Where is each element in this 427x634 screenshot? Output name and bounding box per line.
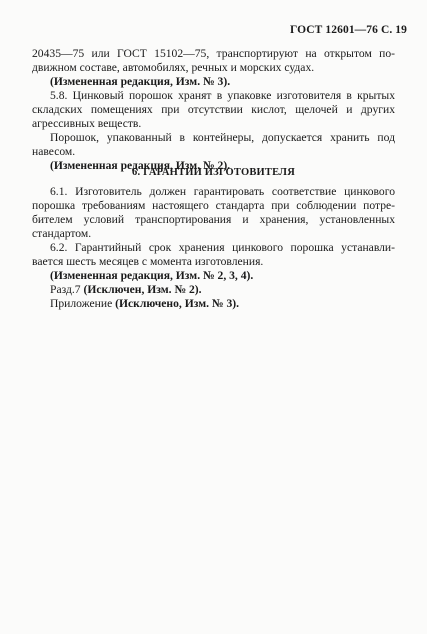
excluded-section-note [50,283,202,296]
paragraph-line: навесом. [32,145,76,158]
amendment-note: (Измененная редакция, Изм. № 2). [50,159,231,172]
paragraph-line: 6.2. Гарантийный срок хранения цинкового порошка устанавли- [50,241,395,254]
paragraph-line: агрессивных веществ. [32,117,142,130]
paragraph-line: Порошок, упакованный в контейнеры, допускается хранить под [50,131,395,144]
excluded-appendix-status: (Исключено, Изм. № 3). [115,297,240,310]
paragraph-line: вается шесть месяцев с момента изготовления. [32,255,264,268]
section-title: 6. ГАРАНТИИ ИЗГОТОВИТЕЛЯ [132,167,295,178]
paragraph-line: движном составе, автомобилях, речных и морских судах. [32,61,315,74]
excluded-appendix-note [50,297,239,310]
running-head: ГОСТ 12601—76 С. 19 [289,24,407,36]
paragraph-line: 6.1. Изготовитель должен гарантировать соответствие цинкового [50,185,395,198]
excluded-appendix-label: Приложение [50,297,116,310]
paragraph-line: 20435—75 или ГОСТ 15102—75, транспортируют на открытом по- [32,47,395,60]
excluded-section-label: Разд.7 [50,283,84,296]
paragraph-line: складских помещениях при отсутствии кислот, щелочей и других [32,103,395,116]
excluded-section-status: (Исключен, Изм. № 2). [83,283,202,296]
amendment-note: (Измененная редакция, Изм. № 2, 3, 4). [50,269,254,282]
paragraph-line: 5.8. Цинковый порошок хранят в упаковке изготовителя в крытых [50,89,395,102]
paragraph-line: бителем условий транспортирования и хранения, установленных [32,213,395,226]
amendment-note: (Измененная редакция, Изм. № 3). [50,75,231,88]
paragraph-line: порошка требованиям настоящего стандарта при соблюдении потре- [32,199,395,212]
paragraph-line: стандартом. [32,227,92,240]
